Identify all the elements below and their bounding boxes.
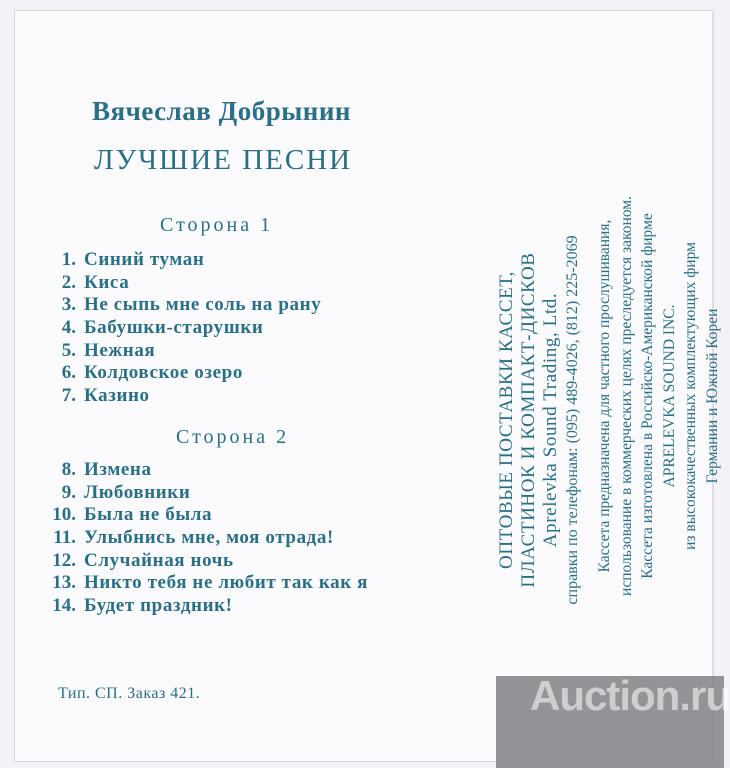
track-item: [30, 317, 321, 340]
track-number: 14.: [52, 595, 76, 617]
track-number: 6.: [61, 362, 76, 384]
track-number: 8.: [61, 459, 76, 480]
side-1-tracklist: [30, 249, 321, 408]
track-title: Будет праздник!: [84, 595, 233, 617]
wholesale-company: Aprelevka Sound Trading, Ltd.: [540, 292, 561, 548]
legal-line: APRELEVKA SOUND INC.: [660, 304, 678, 488]
wholesale-line: ПЛАСТИНОК И КОМПАКТ-ДИСКОВ: [518, 252, 539, 588]
legal-line: из высококачественных комплектующих фирм: [682, 242, 699, 550]
track-number: 7.: [61, 385, 76, 407]
track-title: Улыбнись мне, моя отрада!: [84, 527, 334, 549]
legal-notice-block: [594, 116, 723, 676]
track-number: 2.: [61, 271, 76, 293]
legal-line: Кассета предназначена для частного прослушивания,: [596, 219, 613, 573]
side-2-tracklist: [30, 459, 368, 618]
wholesale-line: ОПТОВЫЕ ПОСТАВКИ КАССЕТ,: [496, 271, 517, 569]
track-item: [30, 340, 321, 363]
side-1-heading: Сторона 1: [160, 214, 274, 236]
track-number: 4.: [61, 317, 76, 339]
track-item: [30, 362, 321, 385]
track-item: [30, 459, 368, 482]
track-number: 5.: [61, 339, 76, 361]
track-title: Никто тебя не любит так как я: [84, 572, 368, 594]
album-title: ЛУЧШИЕ ПЕСНИ: [94, 144, 353, 176]
watermark-logo: Auction.ru: [530, 672, 730, 719]
track-item: [30, 504, 368, 527]
track-item: [30, 572, 368, 595]
side-2-heading: Сторона 2: [176, 426, 290, 448]
track-number: 11.: [53, 527, 76, 549]
wholesale-contacts-block: [496, 140, 584, 700]
track-title: Синий туман: [84, 249, 205, 270]
track-title: Колдовское озеро: [84, 362, 243, 384]
track-title: Казино: [84, 385, 150, 407]
track-item: [30, 294, 321, 317]
track-number: 1.: [61, 249, 76, 270]
track-title: Любовники: [84, 481, 191, 503]
track-item: [30, 482, 368, 505]
wholesale-phones: справки по телефонам: (095) 489-4026, (812) 225-2069: [564, 235, 581, 605]
track-title: Не сыпь мне соль на рану: [84, 294, 322, 316]
track-number: 9.: [61, 481, 76, 503]
track-item: [30, 527, 368, 550]
track-title: Бабушки-старушки: [84, 317, 264, 339]
legal-line: использование в коммерческих целях преследуется законом.: [617, 196, 635, 596]
track-number: 10.: [52, 504, 76, 526]
track-item: [30, 595, 368, 618]
track-title: Нежная: [84, 339, 156, 361]
track-item: [30, 550, 368, 573]
track-number: 3.: [61, 294, 76, 316]
track-title: Измена: [84, 459, 152, 480]
track-title: Киса: [84, 271, 130, 293]
track-item: [30, 385, 321, 408]
track-item: [30, 249, 321, 272]
artist-name: Вячеслав Добрынин: [92, 96, 351, 126]
track-title: Случайная ночь: [84, 549, 234, 571]
legal-line: Германии и Южной Кореи: [703, 308, 721, 484]
track-title: Была не была: [84, 504, 213, 526]
track-number: 12.: [52, 549, 76, 571]
print-info: Тип. СП. Заказ 421.: [58, 685, 201, 702]
legal-line: Кассета изготовлена в Российско-Американской фирме: [639, 213, 656, 579]
track-item: [30, 272, 321, 295]
track-number: 13.: [52, 572, 76, 594]
